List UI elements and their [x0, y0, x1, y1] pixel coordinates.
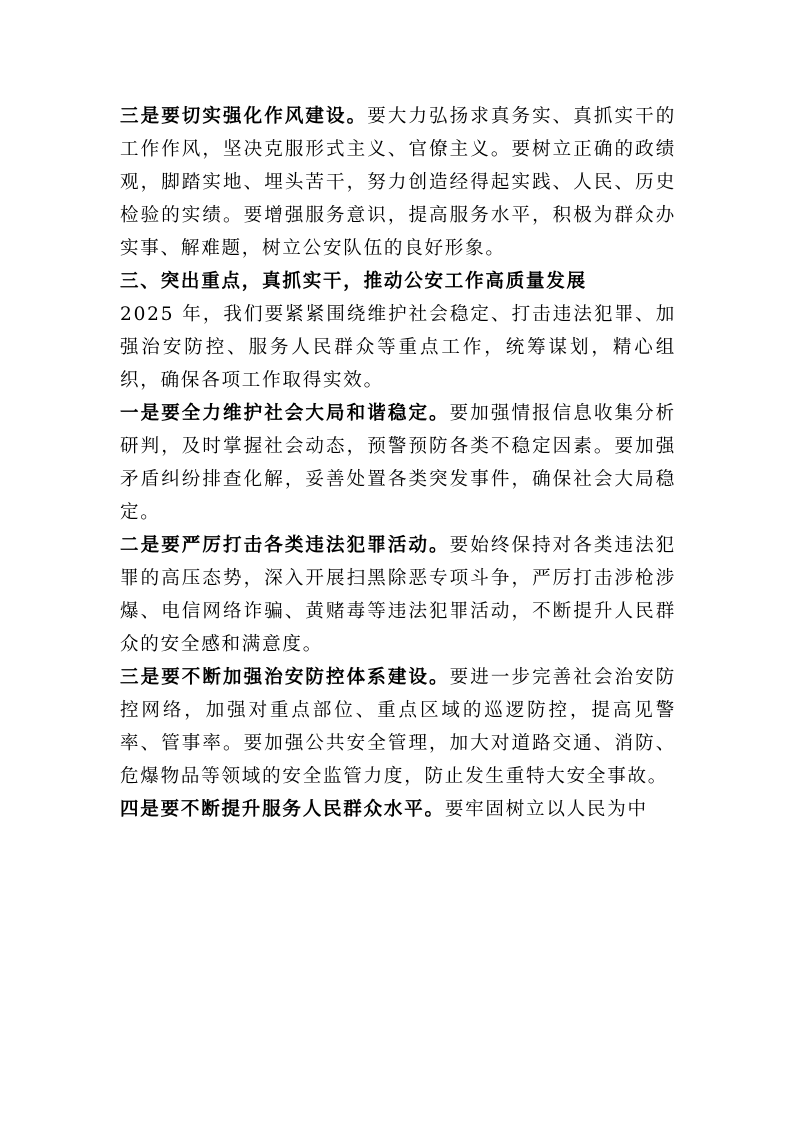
paragraph-body: 要牢固树立以人民为中: [444, 799, 648, 820]
document-page: [120, 100, 676, 826]
paragraph-lead: 一是要全力维护社会大局和谐稳定。: [120, 403, 450, 424]
paragraph-serve-people: [120, 793, 676, 826]
paragraph-maintain-stability: [120, 397, 676, 529]
paragraph-lead: 四是要不断提升服务人民群众水平。: [120, 799, 445, 820]
paragraph-intro-2025: [120, 298, 676, 397]
paragraph-lead: 三是要不断加强治安防控体系建设。: [120, 667, 450, 688]
paragraph-crack-down-crime: [120, 529, 676, 661]
paragraph-body: 要大力弘扬求真务实、真抓实干的工作作风，坚决克服形式主义、官僚主义。要树立正确的政绩观，脚踏实地、埋头苦干，努力创造经得起实践、人民、历史检验的实绩。要增强服务意识，提高服务水平，积极为群众办实事、解难题，树立公安队伍的良好形象。: [120, 106, 676, 259]
paragraph-body: 要加强情报信息收集分析研判，及时掌握社会动态，预警预防各类不稳定因素。要加强矛盾纠纷排查化解，妥善处置各类突发事件，确保社会大局稳定。: [120, 403, 676, 523]
paragraph-body: 2025 年，我们要紧紧围绕维护社会稳定、打击违法犯罪、加强治安防控、服务人民群众等重点工作，统筹谋划，精心组织，确保各项工作取得实效。: [120, 304, 676, 391]
paragraph-body: 要进一步完善社会治安防控网络，加强对重点部位、重点区域的巡逻防控，提高见警率、管事率。要加强公共安全管理，加大对道路交通、消防、危爆物品等领域的安全监管力度，防止发生重特大安全事故。: [120, 667, 676, 787]
paragraph-body: 要始终保持对各类违法犯罪的高压态势，深入开展扫黑除恶专项斗争，严厉打击涉枪涉爆、电信网络诈骗、黄赌毒等违法犯罪活动，不断提升人民群众的安全感和满意度。: [120, 535, 676, 655]
paragraph-lead: 二是要严厉打击各类违法犯罪活动。: [120, 535, 450, 556]
paragraph-security-prevention: [120, 661, 676, 793]
paragraph-work-style: [120, 100, 676, 265]
section-heading: 三、突出重点，真抓实干，推动公安工作高质量发展: [120, 271, 587, 292]
paragraph-lead: 三是要切实强化作风建设。: [120, 106, 368, 127]
